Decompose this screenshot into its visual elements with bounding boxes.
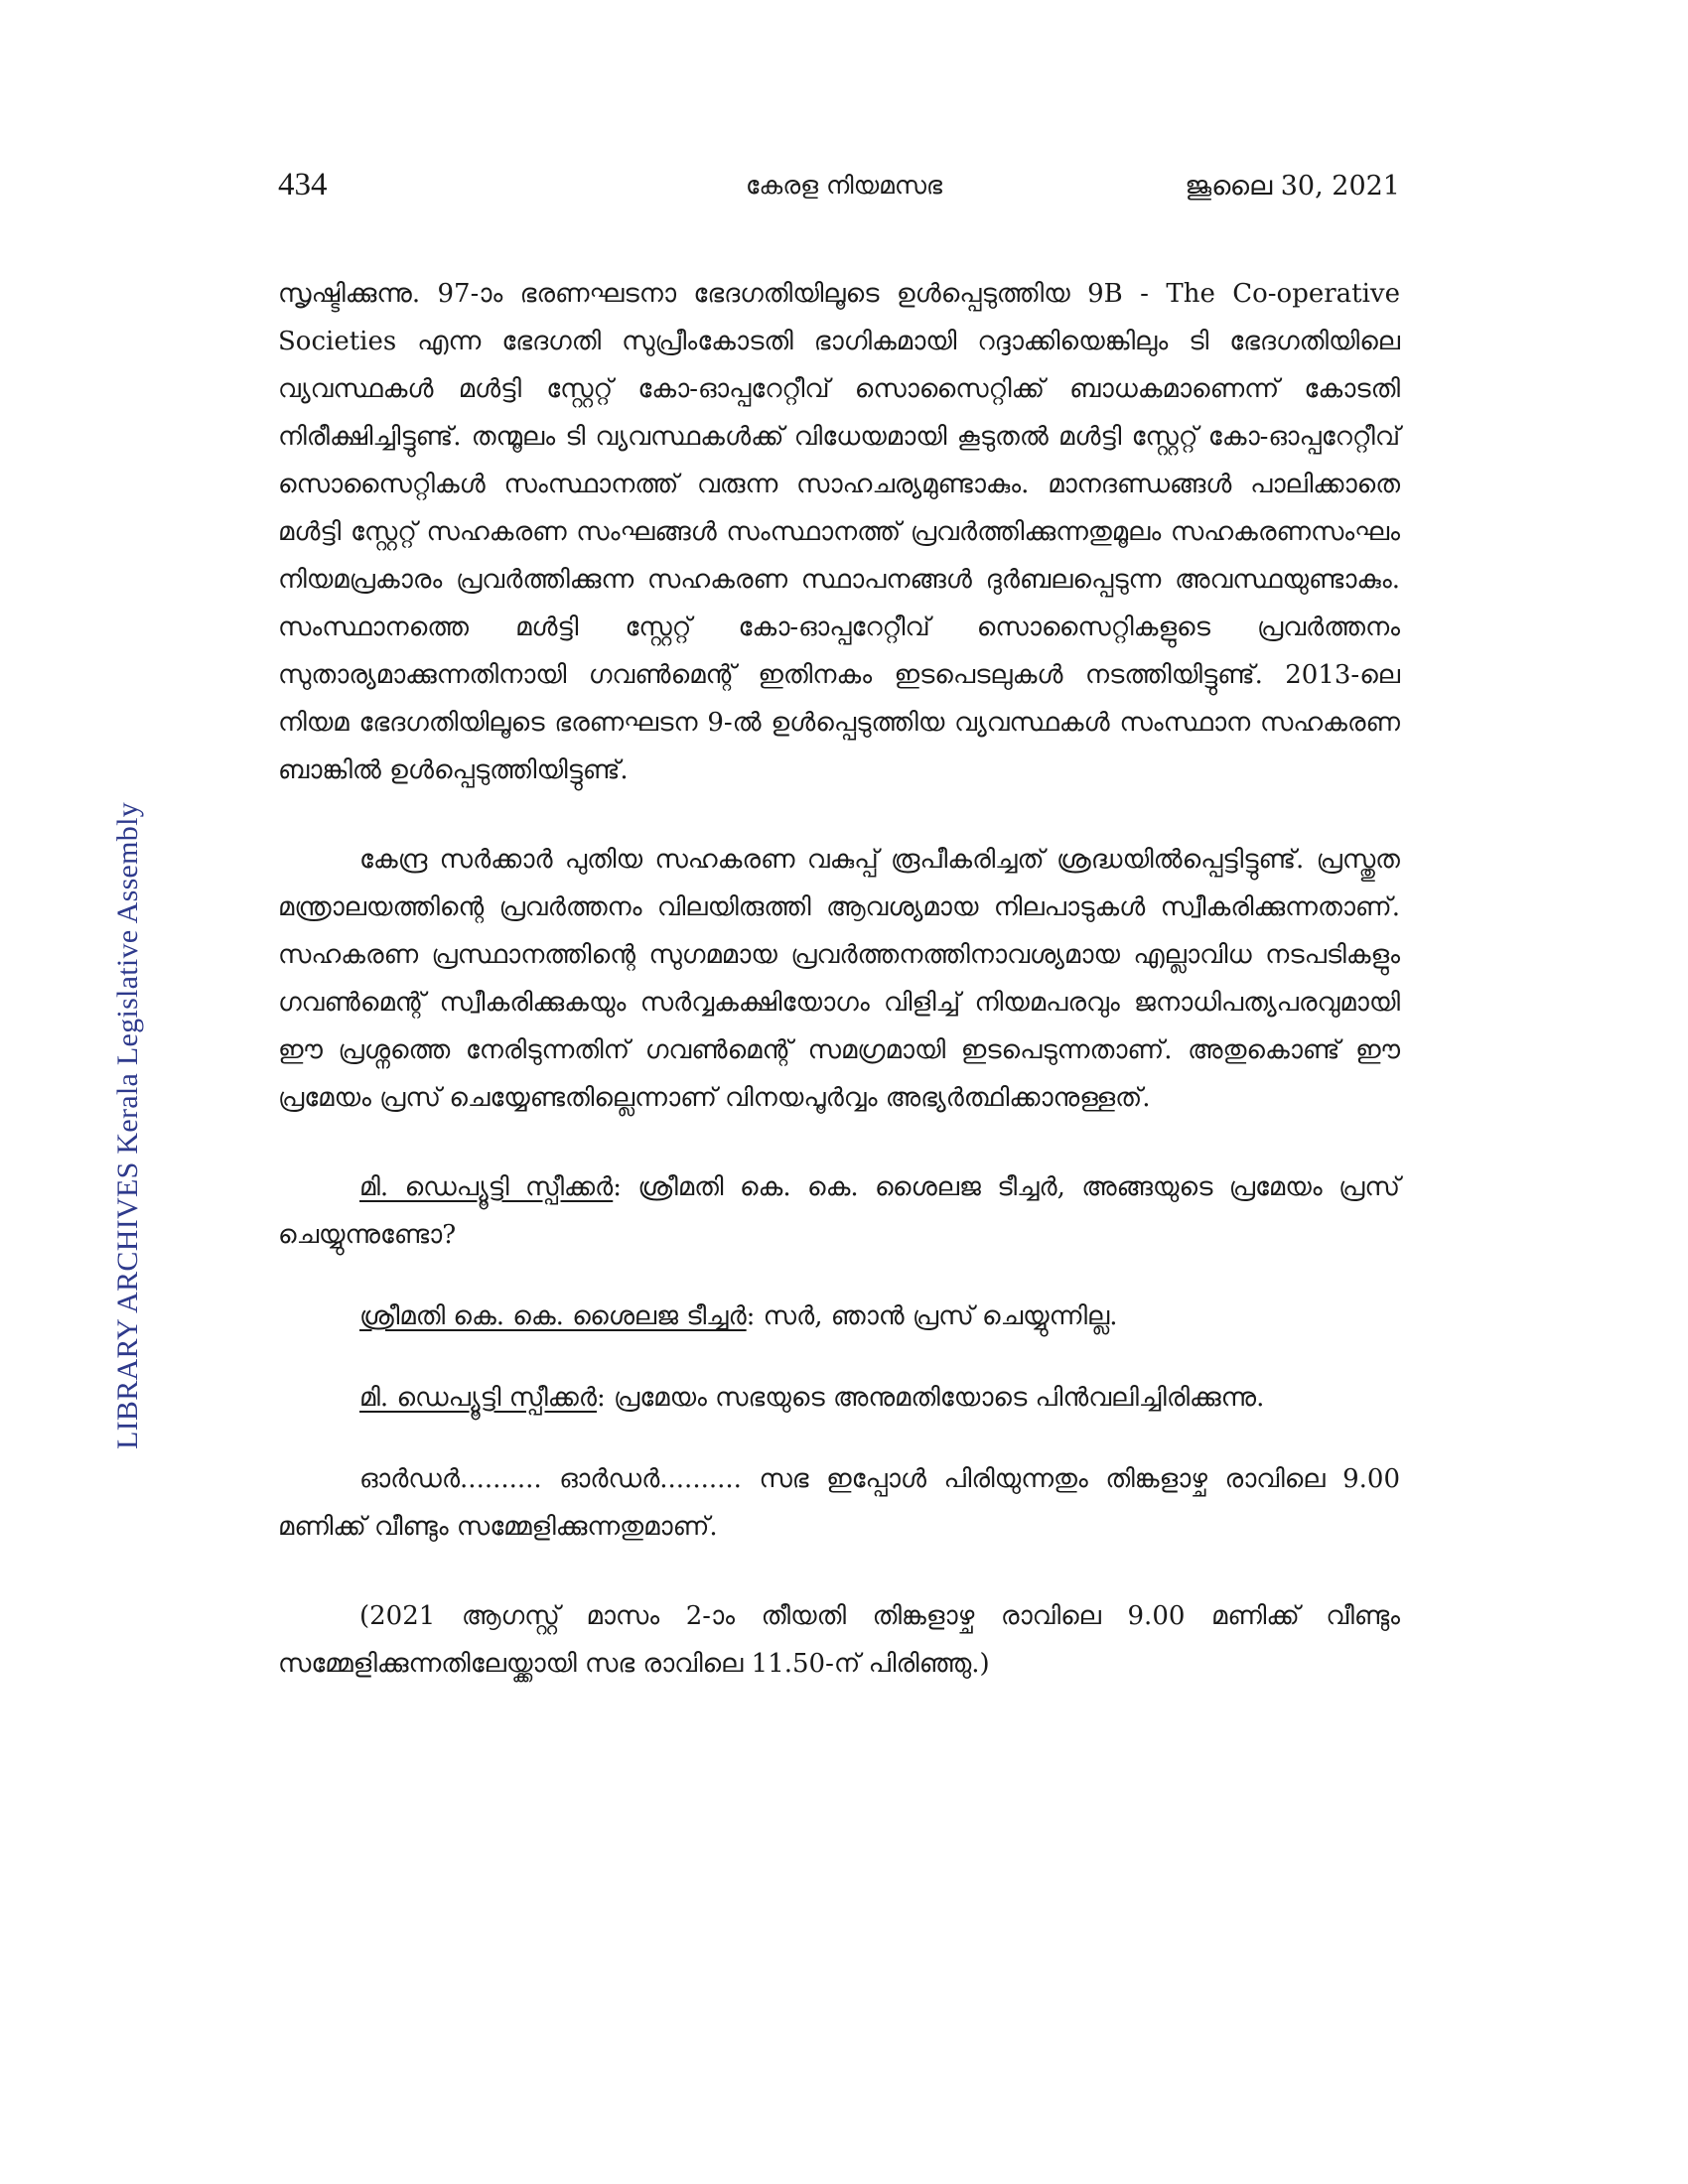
speech-text: : സർ, ഞാൻ പ്രസ് ചെയ്യുന്നില്ല. <box>746 1301 1118 1331</box>
page-date: ജൂലൈ 30, 2021 <box>1185 171 1400 202</box>
speech-exchange <box>278 1293 1400 1340</box>
speaker-name: മി. ഡെപ്യൂട്ടി സ്പീക്കർ <box>359 1383 597 1413</box>
closing-note: (2021 ആഗസ്റ്റ് മാസം 2-ാം തീയതി തിങ്കളാഴ്ച രാവിലെ 9.00 മണിക്ക് വീണ്ടും സമ്മേളിക്കുന്നതിലേയ്ക്കായി സഭ രാവിലെ 11.50-ന് പിരിഞ്ഞു.) <box>278 1601 1400 1679</box>
page-number: 434 <box>278 167 328 203</box>
speaker-name: ശ്രീമതി കെ. കെ. ശൈലജ ടീച്ചർ <box>359 1301 747 1331</box>
body-paragraph: കേന്ദ്ര സർക്കാർ പുതിയ സഹകരണ വകുപ്പ് രൂപീകരിച്ചത് ശ്രദ്ധയിൽപ്പെട്ടിട്ടുണ്ട്. പ്രസ്തുത മന്ത്രാലയത്തിന്റെ പ്രവർത്തനം വിലയിരുത്തി ആവശ്യമായ നിലപാടുകൾ സ്വീകരിക്കുന്നതാണ്. സഹകരണ പ്രസ്ഥാനത്തിന്റെ സുഗമമായ പ്രവർത്തനത്തിനാവശ്യമായ എല്ലാവിധ നടപടികളും ഗവൺമെന്റ് സ്വീകരിക്കുകയും സർവ്വകക്ഷിയോഗം വിളിച്ച് നിയമപരവും ജനാധിപത്യപരവുമായി ഈ പ്രശ്നത്തെ നേരിടുന്നതിന് ഗവൺമെന്റ് സമഗ്രമായി ഇടപെടുന്നതാണ്. അതുകൊണ്ട് ഈ പ്രമേയം പ്രസ് ചെയ്യേണ്ടതില്ലെന്നാണ് വിനയപൂർവ്വം അഭ്യർത്ഥിക്കാനുള്ളത്. <box>278 845 1400 1113</box>
archive-watermark: LIBRARY ARCHIVES Kerala Legislative Assembly <box>111 801 144 1449</box>
speaker-name: മി. ഡെപ്യൂട്ടി സ്പീക്കർ <box>359 1172 614 1202</box>
order-paragraph: ഓർഡർ.......... ഓർഡർ.......... സഭ ഇപ്പോൾ പിരിയുന്നതും തിങ്കളാഴ്ച രാവിലെ 9.00 മണിക്ക് വീണ്ടും സമ്മേളിക്കുന്നതുമാണ്. <box>278 1464 1400 1542</box>
speech-text: : പ്രമേയം സഭയുടെ അനുമതിയോടെ പിൻവലിച്ചിരിക്കുന്നു. <box>596 1383 1265 1413</box>
running-title: കേരള നിയമസഭ <box>746 171 942 200</box>
speech-text: : ശ്രീമതി കെ. കെ. ശൈലജ ടീച്ചർ, അങ്ങയുടെ പ്രമേയം പ്രസ് ചെയ്യുന്നുണ്ടോ? <box>278 1172 1400 1250</box>
speech-exchange <box>278 1374 1400 1422</box>
body-paragraph: സൃഷ്ടിക്കുന്നു. 97-ാം ഭരണഘടനാ ഭേദഗതിയിലൂടെ ഉൾപ്പെടുത്തിയ 9B - The Co-operative Societies എന്ന ഭേദഗതി സുപ്രീംകോടതി ഭാഗികമായി റദ്ദാക്കിയെങ്കിലും ടി ഭേദഗതിയിലെ വ്യവസ്ഥകൾ മൾട്ടി സ്റ്റേറ്റ് കോ-ഓപ്പറേറ്റീവ് സൊസൈറ്റിക്ക് ബാധകമാണെന്ന് കോടതി നിരീക്ഷിച്ചിട്ടുണ്ട്. തന്മൂലം ടി വ്യവസ്ഥകൾക്ക് വിധേയമായി കൂടുതൽ മൾട്ടി സ്റ്റേറ്റ് കോ-ഓപ്പറേറ്റീവ് സൊസൈറ്റികൾ സംസ്ഥാനത്ത് വരുന്ന സാഹചര്യമുണ്ടാകും. മാനദണ്ഡങ്ങൾ പാലിക്കാതെ മൾട്ടി സ്റ്റേറ്റ് സഹകരണ സംഘങ്ങൾ സംസ്ഥാനത്ത് പ്രവർത്തിക്കുന്നതുമൂലം സഹകരണസംഘം നിയമപ്രകാരം പ്രവർത്തിക്കുന്ന സഹകരണ സ്ഥാപനങ്ങൾ ദുർബലപ്പെടുന്ന അവസ്ഥയുണ്ടാകും. സംസ്ഥാനത്തെ മൾട്ടി സ്റ്റേറ്റ് കോ-ഓപ്പറേറ്റീവ് സൊസൈറ്റികളുടെ പ്രവർത്തനം സുതാര്യമാക്കുന്നതിനായി ഗവൺമെന്റ് ഇതിനകം ഇടപെടലുകൾ നടത്തിയിട്ടുണ്ട്. 2013-ലെ നിയമ ഭേദഗതിയിലൂടെ ഭരണഘടന 9-ൽ ഉൾപ്പെടുത്തിയ വ്യവസ്ഥകൾ സംസ്ഥാന സഹകരണ ബാങ്കിൽ ഉൾപ്പെടുത്തിയിട്ടുണ്ട്. <box>278 279 1400 785</box>
document-body <box>278 270 1400 1688</box>
speech-exchange <box>278 1163 1400 1259</box>
